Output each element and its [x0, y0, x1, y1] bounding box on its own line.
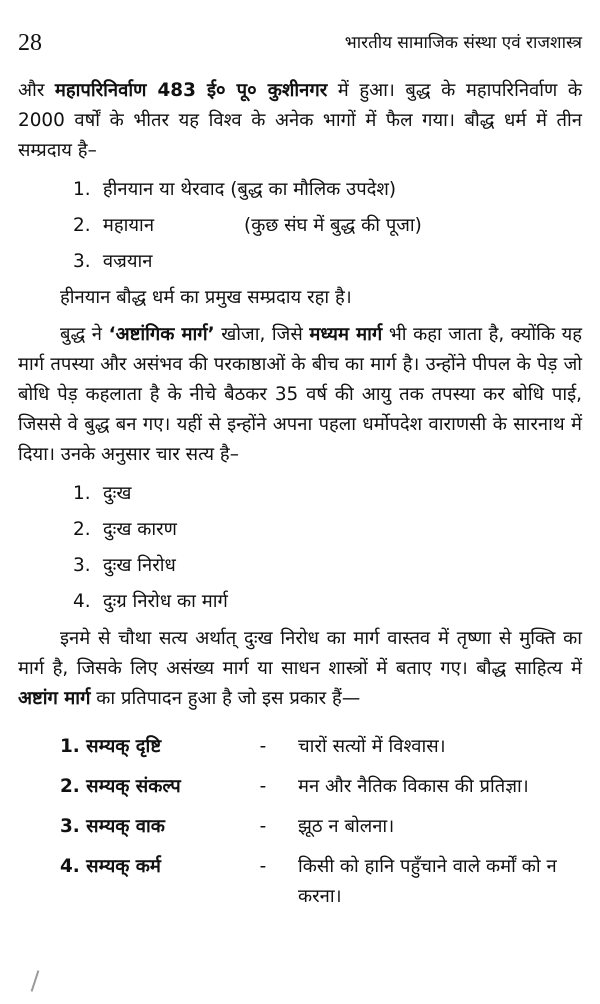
path-item: [18, 852, 582, 912]
truth-item: [18, 512, 582, 548]
path-description: मन और नैतिक विकास की प्रतिज्ञा।: [298, 776, 529, 797]
path-item: [18, 732, 582, 772]
truth-item: [18, 548, 582, 584]
para3-pre: इनमे से चौथा सत्य अर्थात् दुःख निरोध का मार्ग वास्तव में तृष्णा से मुक्ति का मार्ग है, जिसके लिए असंख्य मार्ग या साधन शास्त्रों में बताए गए। बौद्ध साहित्य में: [18, 628, 582, 679]
path-dash: -: [259, 856, 267, 877]
para2-pre: बुद्ध ने: [60, 324, 109, 345]
path-term: 4. सम्यक् कर्म: [60, 856, 161, 877]
pencil-mark: [31, 970, 40, 992]
truths-list: [18, 476, 582, 620]
sect-note: (कुछ संघ में बुद्ध की पूजा): [244, 215, 422, 236]
truth-text: दुःख निरोध: [102, 555, 176, 576]
hinayan-statement: [18, 280, 582, 316]
path-term: 3. सम्यक् वाक: [60, 816, 165, 837]
sect-item: [18, 244, 582, 280]
sect-item: [18, 172, 582, 208]
hinayan-text: हीनयान बौद्ध धर्म का प्रमुख सम्प्रदाय रहा है।: [60, 287, 352, 308]
para3-bold: अष्टांग मार्ग: [18, 688, 91, 709]
sect-text: हीनयान या थेरवाद (बुद्ध का मौलिक उपदेश): [102, 179, 397, 200]
page-number: 28: [18, 30, 42, 56]
path-term: 1. सम्यक् दृष्टि: [60, 736, 162, 757]
truth-text: दुःग्र निरोध का मार्ग: [102, 591, 228, 612]
page-body: [18, 76, 582, 912]
page-header: [18, 28, 582, 60]
truth-number: 2.: [73, 519, 91, 540]
para2-bold-madhyam: मध्यम मार्ग: [309, 324, 383, 345]
truth-item: [18, 584, 582, 620]
path-item: [18, 812, 582, 852]
path-dash: -: [259, 736, 267, 757]
sect-item: [18, 208, 582, 244]
para2-bold-ashtangik: ‘अष्टांगिक मार्ग’: [108, 324, 215, 345]
path-item: [18, 772, 582, 812]
paragraph-ashtangik-marg: [18, 320, 582, 470]
running-title: भारतीय सामाजिक संस्था एवं राजशास्त्र: [344, 33, 582, 53]
truth-number: 4.: [73, 591, 91, 612]
truth-number: 3.: [73, 555, 91, 576]
sects-list: [18, 172, 582, 280]
sect-number: 1.: [73, 179, 91, 200]
truth-text: दुःख कारण: [102, 519, 177, 540]
sect-number: 3.: [73, 251, 91, 272]
para1-pre: और: [18, 80, 55, 101]
paragraph-mahaparinirvana: [18, 76, 582, 166]
para2-mid: खोजा, जिसे: [214, 324, 310, 345]
paragraph-ashtang-marg: [18, 624, 582, 714]
path-description: किसी को हानि पहुँचाने वाले कर्मों को न करना।: [298, 856, 557, 907]
sect-text: महायान: [102, 215, 155, 236]
path-description: चारों सत्यों में विश्वास।: [298, 736, 446, 757]
path-description: झूठ न बोलना।: [298, 816, 395, 837]
path-dash: -: [259, 776, 267, 797]
truth-item: [18, 476, 582, 512]
path-term: 2. सम्यक् संकल्प: [60, 776, 181, 797]
truth-text: दुःख: [102, 483, 132, 504]
truth-number: 1.: [73, 483, 91, 504]
eightfold-path-list: [18, 732, 582, 912]
para3-post: का प्रतिपादन हुआ है जो इस प्रकार हैं—: [90, 688, 361, 709]
para1-post: में हुआ। बुद्ध के महापरिनिर्वाण के 2000 वर्षों के भीतर यह विश्व के अनेक भागों में फैल गया। बौद्ध धर्म में तीन सम्प्रदाय है–: [18, 80, 583, 161]
sect-number: 2.: [73, 215, 91, 236]
sect-text: वज्रयान: [102, 251, 153, 272]
path-dash: -: [259, 816, 267, 837]
para1-bold: महापरिनिर्वाण 483 ई० पू० कुशीनगर: [54, 80, 328, 101]
para2-post: भी कहा जाता है, क्योंकि यह मार्ग तपस्या और असंभव की परकाष्ठाओं के बीच का मार्ग है। उन्होंने पीपल के पेड़ जो बोधि पेड़ कहलाता है के नीचे बैठकर 35 वर्ष की आयु तक तपस्या कर बोधि पाई, जिससे वे बुद्ध बन गए। यहीं से इन्होंने अपना पहला धर्मोपदेश वाराणसी के सारनाथ में दिया। उनके अनुसार चार सत्य है–: [18, 324, 582, 465]
